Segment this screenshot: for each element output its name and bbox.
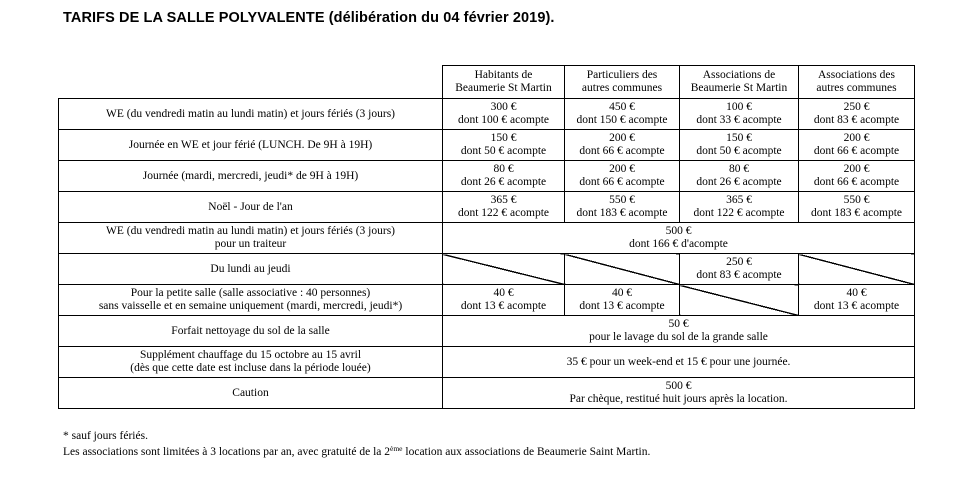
deposit: dont 26 € acompte bbox=[460, 176, 547, 188]
header-line: autres communes bbox=[816, 82, 897, 94]
price-cell bbox=[799, 192, 915, 223]
label-line: Pour la petite salle (salle associative : 40 personnes) bbox=[130, 287, 371, 299]
merged-price-cell bbox=[443, 223, 915, 254]
price-cell bbox=[565, 161, 680, 192]
deposit: dont 66 € acompte bbox=[579, 145, 665, 157]
price-cell bbox=[680, 99, 799, 130]
deposit: dont 13 € acompte bbox=[460, 300, 547, 312]
price: 150 € bbox=[726, 132, 752, 144]
row-label: Du lundi au jeudi bbox=[59, 254, 443, 285]
price-cell bbox=[799, 99, 915, 130]
deposit: dont 122 € acompte bbox=[457, 207, 550, 219]
price-cell bbox=[680, 192, 799, 223]
price-cell bbox=[565, 130, 680, 161]
footnote-text: Les associations sont limitées à 3 locations par an, avec gratuité de la 2 bbox=[63, 446, 391, 458]
price: 40 € bbox=[846, 287, 867, 299]
deposit: dont 150 € acompte bbox=[576, 114, 668, 126]
price: 500 € bbox=[665, 225, 692, 237]
deposit: dont 66 € acompte bbox=[579, 176, 665, 188]
deposit: dont 83 € acompte bbox=[696, 269, 782, 281]
price: 500 € bbox=[665, 380, 692, 392]
page-title: TARIFS DE LA SALLE POLYVALENTE (délibération du 04 février 2019). bbox=[63, 10, 555, 26]
price: 450 € bbox=[609, 101, 635, 113]
row-label: Caution bbox=[59, 378, 443, 409]
row-label: Noël - Jour de l'an bbox=[59, 192, 443, 223]
price: 365 € bbox=[726, 194, 752, 206]
price: 80 € bbox=[493, 163, 514, 175]
price: 300 € bbox=[490, 101, 517, 113]
header-line: Beaumerie St Martin bbox=[690, 82, 788, 94]
price: 250 € bbox=[843, 101, 870, 113]
header-line: autres communes bbox=[581, 82, 663, 94]
label-line: sans vaisselle et en semaine uniquement (mardi, mercredi, jeudi*) bbox=[98, 300, 403, 312]
table-row bbox=[59, 378, 915, 409]
footnote-associations bbox=[63, 446, 650, 458]
row-label: Journée en WE et jour férié (LUNCH. De 9H à 19H) bbox=[59, 130, 443, 161]
price-cell bbox=[799, 161, 915, 192]
deposit: dont 83 € acompte bbox=[813, 114, 900, 126]
price-cell bbox=[443, 99, 565, 130]
table-row bbox=[59, 285, 915, 316]
deposit: pour le lavage du sol de la grande salle bbox=[589, 331, 768, 343]
price: 200 € bbox=[609, 132, 635, 144]
deposit: dont 33 € acompte bbox=[696, 114, 782, 126]
tarifs-table bbox=[58, 65, 915, 409]
price: 40 € bbox=[493, 287, 514, 299]
price-cell bbox=[443, 130, 565, 161]
price-cell bbox=[680, 130, 799, 161]
table-row bbox=[59, 223, 915, 254]
price-cell bbox=[443, 192, 565, 223]
price-cell bbox=[799, 130, 915, 161]
deposit: dont 66 € acompte bbox=[813, 145, 900, 157]
price: 200 € bbox=[609, 163, 635, 175]
deposit: dont 66 € acompte bbox=[813, 176, 900, 188]
price-cell bbox=[799, 285, 915, 316]
price: 365 € bbox=[490, 194, 517, 206]
price: 550 € bbox=[609, 194, 635, 206]
deposit: dont 183 € acompte bbox=[576, 207, 668, 219]
table-row bbox=[59, 316, 915, 347]
not-applicable-cell bbox=[443, 254, 565, 285]
header-associations-autres bbox=[799, 66, 915, 99]
price: 200 € bbox=[843, 163, 870, 175]
merged-price-cell bbox=[443, 378, 915, 409]
table-row bbox=[59, 99, 915, 130]
row-label: WE (du vendredi matin au lundi matin) et jours fériés (3 jours) bbox=[59, 99, 443, 130]
price: 200 € bbox=[843, 132, 870, 144]
header-line: Beaumerie St Martin bbox=[455, 82, 552, 94]
price-cell bbox=[680, 254, 799, 285]
deposit: dont 26 € acompte bbox=[696, 176, 782, 188]
header-line: Associations des bbox=[818, 69, 895, 81]
footnote-text: location aux associations de Beaumerie Saint Martin. bbox=[402, 446, 651, 458]
label-line: WE (du vendredi matin au lundi matin) et jours fériés (3 jours) bbox=[105, 225, 396, 237]
label-line: (dès que cette date est incluse dans la période louée) bbox=[130, 362, 371, 374]
deposit: dont 183 € acompte bbox=[810, 207, 903, 219]
header-particuliers bbox=[565, 66, 680, 99]
deposit: dont 50 € acompte bbox=[460, 145, 547, 157]
deposit: dont 100 € acompte bbox=[457, 114, 550, 126]
row-label bbox=[59, 223, 443, 254]
footnote-holidays: * sauf jours fériés. bbox=[63, 430, 148, 442]
header-habitants bbox=[443, 66, 565, 99]
row-label: Forfait nettoyage du sol de la salle bbox=[59, 316, 443, 347]
price-cell bbox=[565, 285, 680, 316]
price: 100 € bbox=[726, 101, 752, 113]
header-line: Associations de bbox=[702, 69, 776, 81]
price-cell bbox=[680, 161, 799, 192]
footnote-superscript: ème bbox=[390, 444, 403, 453]
price-cell bbox=[565, 99, 680, 130]
price: 250 € bbox=[726, 256, 752, 268]
table-row bbox=[59, 347, 915, 378]
deposit: dont 50 € acompte bbox=[696, 145, 782, 157]
not-applicable-cell bbox=[680, 285, 799, 316]
price: 50 € bbox=[668, 318, 689, 330]
price: 80 € bbox=[728, 163, 750, 175]
header-line: Particuliers des bbox=[586, 69, 658, 81]
table-row bbox=[59, 130, 915, 161]
header-line: Habitants de bbox=[474, 69, 533, 81]
deposit: dont 122 € acompte bbox=[693, 207, 785, 219]
price-cell bbox=[443, 161, 565, 192]
empty-header-cell bbox=[59, 66, 443, 99]
label-line: Supplément chauffage du 15 octobre au 15 avril bbox=[139, 349, 362, 361]
table-row bbox=[59, 192, 915, 223]
row-label bbox=[59, 285, 443, 316]
not-applicable-cell bbox=[799, 254, 915, 285]
price-cell bbox=[443, 285, 565, 316]
merged-price-cell: 35 € pour un week-end et 15 € pour une journée. bbox=[443, 347, 915, 378]
not-applicable-cell bbox=[565, 254, 680, 285]
table-row bbox=[59, 254, 915, 285]
price: 550 € bbox=[843, 194, 870, 206]
table-row bbox=[59, 161, 915, 192]
header-row bbox=[59, 66, 915, 99]
price: 150 € bbox=[490, 132, 517, 144]
deposit: dont 166 € d'acompte bbox=[629, 238, 728, 250]
deposit: Par chèque, restitué huit jours après la location. bbox=[569, 393, 788, 405]
label-line: pour un traiteur bbox=[214, 238, 287, 250]
header-associations-beaumerie bbox=[680, 66, 799, 99]
price: 40 € bbox=[611, 287, 633, 299]
price-cell bbox=[565, 192, 680, 223]
merged-price-cell bbox=[443, 316, 915, 347]
deposit: dont 13 € acompte bbox=[579, 300, 665, 312]
row-label bbox=[59, 347, 443, 378]
row-label: Journée (mardi, mercredi, jeudi* de 9H à 19H) bbox=[59, 161, 443, 192]
deposit: dont 13 € acompte bbox=[813, 300, 900, 312]
